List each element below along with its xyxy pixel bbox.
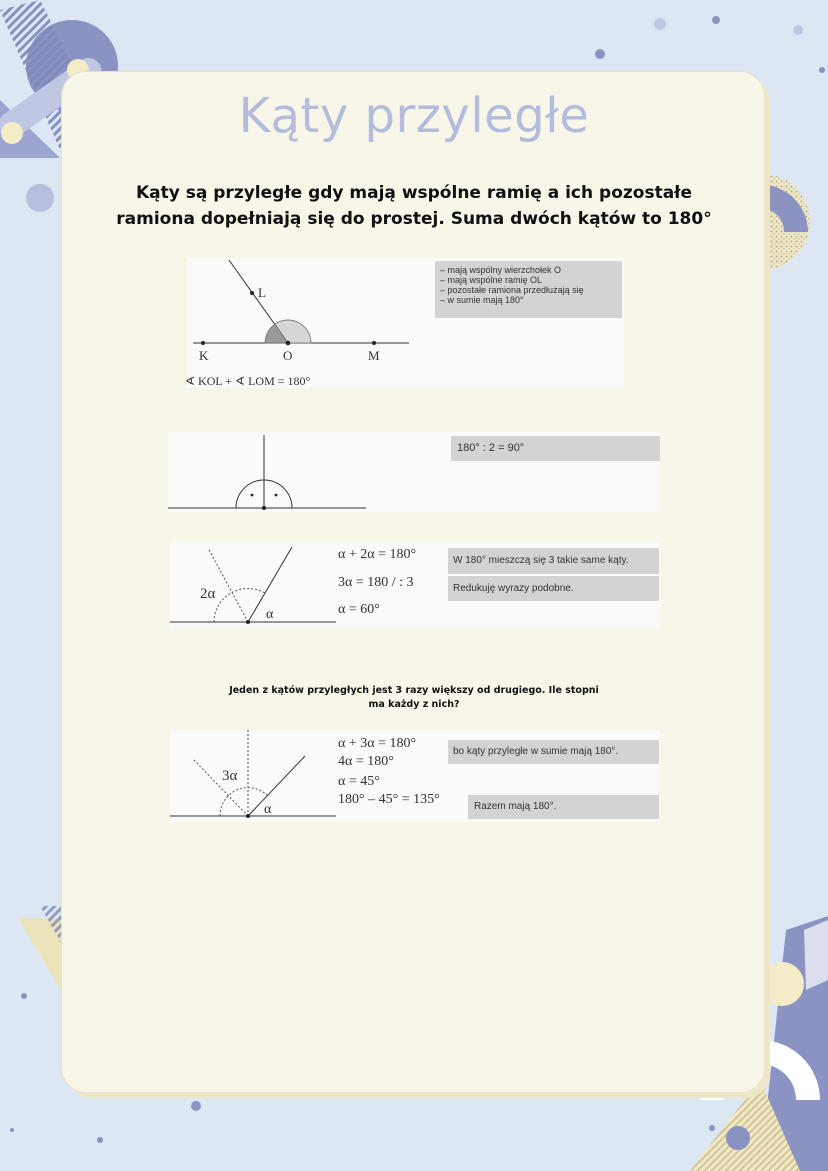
properties-note bbox=[435, 261, 622, 318]
explanation-note bbox=[448, 548, 659, 574]
explanation-note bbox=[448, 576, 659, 601]
equation-line: α = 45° bbox=[338, 774, 380, 789]
explanation-note bbox=[448, 740, 659, 764]
equation-line: α = 60° bbox=[338, 602, 380, 617]
equation-line: α + 2α = 180° bbox=[338, 547, 417, 562]
note-text: W 180° mieszczą się 3 takie same kąty. bbox=[453, 555, 629, 566]
exercise-question bbox=[214, 684, 614, 712]
note-text: Razem mają 180°. bbox=[474, 801, 557, 812]
note-text: Redukuję wyrazy podobne. bbox=[453, 583, 574, 594]
angle-label-3alpha: 3α bbox=[222, 768, 238, 784]
figure-example-2alpha bbox=[170, 542, 660, 628]
equation-line: α + 3α = 180° bbox=[338, 736, 417, 751]
equation-line: 4α = 180° bbox=[338, 754, 394, 769]
angle-sum-formula: ∢ KOL + ∢ LOM = 180° bbox=[185, 374, 311, 388]
angle-label-2alpha: 2α bbox=[200, 586, 216, 602]
page-title: Kąty przyległe bbox=[238, 88, 590, 144]
note-line: – mają wspólny wierzchołek O bbox=[440, 265, 562, 275]
question-line: Jeden z kątów przyległych jest 3 razy większy od drugiego. Ile stopni bbox=[229, 685, 599, 696]
figure-right-angles bbox=[168, 432, 660, 512]
point-label-k: K bbox=[199, 348, 209, 363]
angle-label-alpha: α bbox=[266, 607, 274, 622]
note-text: 180° : 2 = 90° bbox=[457, 442, 525, 454]
definition-text: Kąty są przyległe gdy mają wspólne ramię a ich pozostałe ramiona dopełniają się do prostej. Suma dwóch kątów to 180° bbox=[116, 183, 712, 229]
note-line: – mają wspólne ramię OL bbox=[440, 275, 543, 285]
figure-adjacent-angles bbox=[187, 258, 624, 388]
point-label-l: L bbox=[258, 285, 266, 300]
right-angle-note bbox=[451, 436, 660, 461]
point-label-m: M bbox=[368, 348, 380, 363]
equation-line: 180° – 45° = 135° bbox=[338, 792, 440, 807]
note-text: bo kąty przyległe w sumie mają 180°. bbox=[453, 746, 619, 757]
note-line: – pozostałe ramiona przedłużają się bbox=[440, 285, 584, 295]
note-line: – w sumie mają 180° bbox=[440, 295, 524, 305]
equation-line: 3α = 180 / : 3 bbox=[338, 575, 414, 590]
figure-example-3alpha bbox=[170, 730, 660, 822]
point-label-o: O bbox=[283, 348, 293, 363]
angle-label-alpha: α bbox=[264, 802, 272, 817]
explanation-note bbox=[468, 795, 659, 819]
question-line: ma każdy z nich? bbox=[368, 699, 460, 710]
